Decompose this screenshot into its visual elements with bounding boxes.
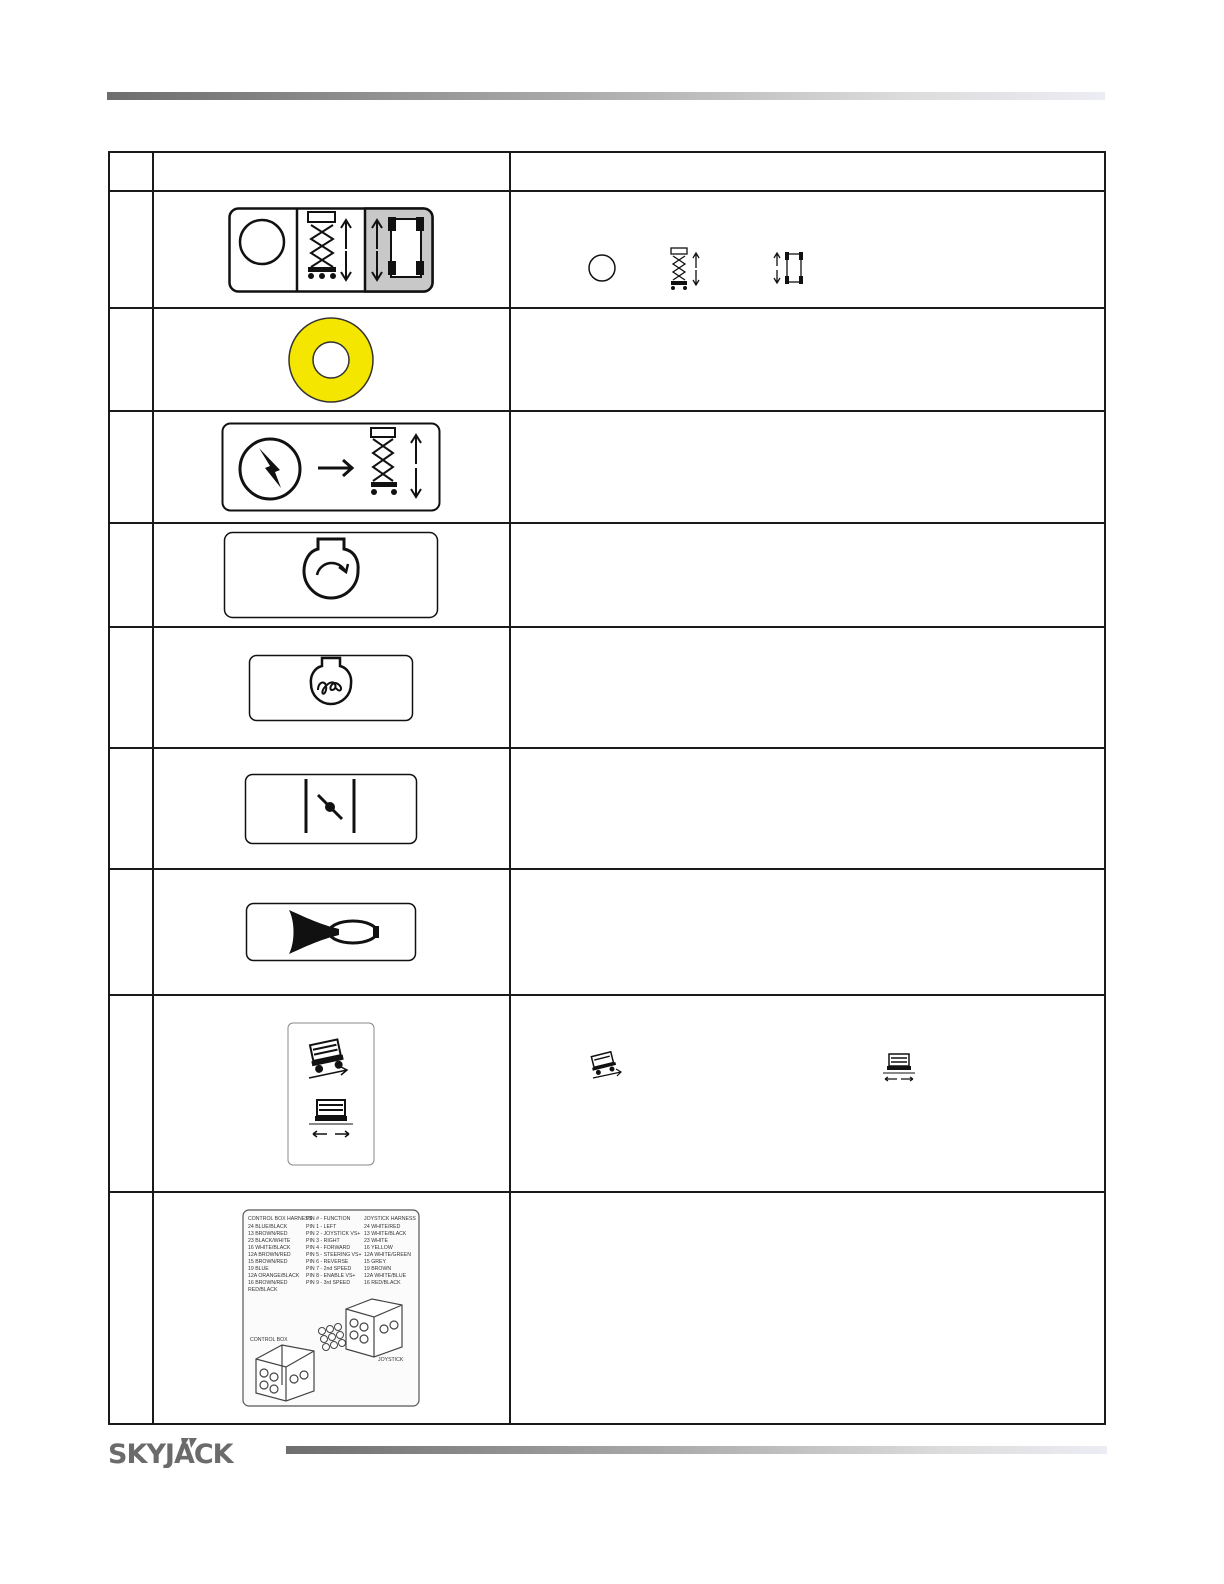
row-number bbox=[109, 308, 153, 411]
header-cell-number bbox=[109, 152, 153, 191]
pin-line: PIN 5 - STEERING VS+ bbox=[306, 1252, 362, 1258]
harness-line: 15 BROWN/RED bbox=[248, 1259, 288, 1265]
decal-table bbox=[108, 151, 1106, 1425]
harness-line: 16 BROWN/RED bbox=[248, 1280, 288, 1286]
top-gradient-bar bbox=[107, 92, 1105, 100]
decal-cell bbox=[153, 748, 510, 869]
harness-line: 23 WHITE bbox=[364, 1238, 389, 1244]
table-row bbox=[109, 308, 1105, 411]
row-number bbox=[109, 627, 153, 748]
harness-line: 19 BROWN bbox=[364, 1266, 392, 1272]
harness-line: 12A WHITE/GREEN bbox=[364, 1252, 412, 1258]
table-row bbox=[109, 411, 1105, 523]
table-row bbox=[109, 523, 1105, 627]
pin-line: PIN 7 - 2nd SPEED bbox=[306, 1266, 352, 1272]
decal-cell bbox=[153, 411, 510, 523]
harness-line: 12A BROWN/RED bbox=[248, 1252, 292, 1258]
pin-line: PIN 2 - JOYSTICK VS+ bbox=[306, 1231, 361, 1237]
row-number bbox=[109, 191, 153, 308]
horn-icon bbox=[245, 902, 417, 962]
harness-line: 12A WHITE/BLUE bbox=[364, 1273, 407, 1279]
table-row bbox=[109, 869, 1105, 995]
emergency-stop-ring-icon bbox=[286, 315, 376, 405]
tilt-level-icon bbox=[287, 1022, 375, 1166]
throttle-icon bbox=[244, 773, 418, 845]
logo-text: SKYJACK bbox=[108, 1439, 233, 1468]
tilted-machine-icon bbox=[587, 1050, 623, 1082]
pin-line: PIN 8 - ENABLE VS+ bbox=[306, 1273, 356, 1279]
harness-line: 15 GREY bbox=[364, 1259, 387, 1265]
harness-line: 13 BROWN/RED bbox=[248, 1231, 288, 1237]
skyjack-logo bbox=[107, 1434, 283, 1468]
harness-line: 16 YELLOW bbox=[364, 1245, 394, 1251]
harness-line: 19 BLUE bbox=[248, 1266, 270, 1272]
drive-mode-icon bbox=[771, 250, 807, 286]
harness-line: 24 WHITE/RED bbox=[364, 1224, 401, 1230]
table-row bbox=[109, 1192, 1105, 1424]
harness-line: 23 BLACK/WHITE bbox=[248, 1238, 291, 1244]
header-cell-description bbox=[510, 152, 1105, 191]
mode-select-drive-lift-decal-icon bbox=[228, 207, 434, 293]
pin-line: PIN 6 - REVERSE bbox=[306, 1259, 349, 1265]
row-number bbox=[109, 995, 153, 1192]
table-row bbox=[109, 627, 1105, 748]
table-header-row bbox=[109, 152, 1105, 191]
decal-cell bbox=[153, 627, 510, 748]
row-number bbox=[109, 748, 153, 869]
power-to-lift-icon bbox=[221, 422, 441, 512]
table-row bbox=[109, 995, 1105, 1192]
decal-cell bbox=[153, 869, 510, 995]
pin-line: PIN 9 - 3rd SPEED bbox=[306, 1280, 351, 1286]
row-number bbox=[109, 411, 153, 523]
decal-cell bbox=[153, 191, 510, 308]
decal-cell bbox=[153, 995, 510, 1192]
engine-start-icon bbox=[223, 531, 439, 619]
level-machine-icon bbox=[881, 1052, 917, 1084]
glow-plug-icon bbox=[248, 654, 414, 722]
description-cell bbox=[510, 869, 1105, 995]
row-number bbox=[109, 1192, 153, 1424]
harness-line: 12A ORANGE/BLACK bbox=[248, 1273, 300, 1279]
description-cell bbox=[510, 748, 1105, 869]
joystick-label: JOYSTICK bbox=[378, 1357, 404, 1363]
pin-line: PIN 4 - FORWARD bbox=[306, 1245, 351, 1251]
description-cell bbox=[510, 523, 1105, 627]
description-cell bbox=[510, 995, 1105, 1192]
description-cell bbox=[510, 1192, 1105, 1424]
control-box-harness-title: CONTROL BOX HARNESS bbox=[248, 1216, 313, 1222]
harness-line: 16 WHITE/BLACK bbox=[248, 1245, 291, 1251]
control-box-label: CONTROL BOX bbox=[250, 1337, 288, 1343]
table-row bbox=[109, 748, 1105, 869]
decal-cell bbox=[153, 308, 510, 411]
header-cell-decal bbox=[153, 152, 510, 191]
description-cell bbox=[510, 308, 1105, 411]
description-cell bbox=[510, 411, 1105, 523]
table-row bbox=[109, 191, 1105, 308]
pin-line: PIN 1 - LEFT bbox=[306, 1224, 337, 1230]
circle-icon bbox=[587, 253, 617, 283]
bottom-gradient-bar bbox=[286, 1446, 1107, 1454]
pin-line: PIN 3 - RIGHT bbox=[306, 1238, 341, 1244]
pin-layout-diagram bbox=[319, 1324, 346, 1351]
decal-cell bbox=[153, 523, 510, 627]
decal-cell bbox=[153, 1192, 510, 1424]
harness-line: 24 BLUE/BLACK bbox=[248, 1224, 288, 1230]
description-cell bbox=[510, 627, 1105, 748]
harness-line: RED/BLACK bbox=[248, 1287, 278, 1293]
row-number bbox=[109, 523, 153, 627]
joystick-harness-title: JOYSTICK HARNESS bbox=[364, 1216, 417, 1222]
lift-mode-icon bbox=[667, 246, 707, 292]
harness-line: 16 RED/BLACK bbox=[364, 1280, 402, 1286]
harness-line: 13 WHITE/BLACK bbox=[364, 1231, 407, 1237]
row-number bbox=[109, 869, 153, 995]
pin-function-title: PIN # - FUNCTION bbox=[306, 1216, 351, 1222]
wiring-harness-decal-icon bbox=[242, 1209, 420, 1407]
description-cell bbox=[510, 191, 1105, 308]
